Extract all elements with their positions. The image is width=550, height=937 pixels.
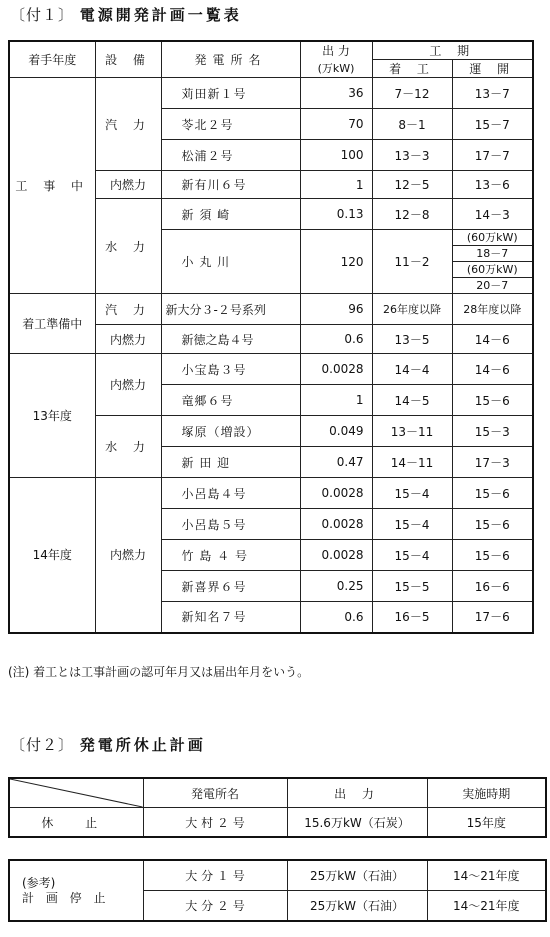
plant-name: 小呂島４号 [161, 478, 300, 509]
power-development-plan-table [8, 40, 534, 634]
reference-label-top: (参考) [22, 875, 56, 890]
plant-start: 14－4 [372, 354, 452, 385]
table-row [9, 354, 533, 385]
equip-internal: 内燃力 [95, 354, 161, 416]
plant-operation: 16－6 [452, 571, 533, 602]
plant-start: 12－5 [372, 171, 452, 199]
plant-start: 8－1 [372, 109, 452, 140]
plant-start: 15－4 [372, 478, 452, 509]
header-equip: 設 備 [95, 41, 161, 78]
plant-name: 松浦２号 [161, 140, 300, 171]
header-timing: 実施時期 [427, 778, 546, 808]
plant-start: 15－4 [372, 509, 452, 540]
plant-output: 15.6万kW（石炭） [287, 808, 427, 838]
section1-heading: 電源開発計画一覧表 [79, 6, 242, 24]
table-row [9, 478, 533, 509]
table-row [9, 808, 546, 838]
diagonal-line [10, 779, 143, 807]
group-fy14: 14年度 [9, 478, 95, 633]
section1-title [10, 4, 242, 25]
section2-heading: 発電所休止計画 [79, 736, 206, 754]
plant-name: 新 須 崎 [161, 199, 300, 230]
plant-operation: 15－7 [452, 109, 533, 140]
plant-operation: 17－3 [452, 447, 533, 478]
plant-start: 15－4 [372, 540, 452, 571]
plant-timing: 15年度 [427, 808, 546, 838]
plant-operation: 15－6 [452, 540, 533, 571]
plant-operation: 14－6 [452, 325, 533, 354]
header-plant-name: 発電所名 [143, 778, 287, 808]
plant-start: 7－12 [372, 78, 452, 109]
plant-output: 0.47 [300, 447, 372, 478]
plant-operation: 13－7 [452, 78, 533, 109]
corner-cell [9, 778, 143, 808]
plant-operation-b [452, 262, 533, 294]
plant-name: 新大分３-２号系列 [161, 294, 300, 325]
plant-name: 竹 島 ４ 号 [161, 540, 300, 571]
plant-operation-a [452, 230, 533, 262]
plant-output: 0.049 [300, 416, 372, 447]
plant-timing: 14～21年度 [427, 860, 546, 891]
plant-name: 小 丸 川 [161, 230, 300, 294]
plant-name: 小宝島３号 [161, 354, 300, 385]
plant-start: 15－5 [372, 571, 452, 602]
plant-operation: 15－6 [452, 509, 533, 540]
plant-name: 大 分 １ 号 [143, 860, 287, 891]
plant-output: 0.0028 [300, 509, 372, 540]
plant-output: 36 [300, 78, 372, 109]
section1-prefix: 〔付１〕 [10, 6, 75, 24]
equip-internal: 内燃力 [95, 325, 161, 354]
plant-operation: 15－6 [452, 478, 533, 509]
section2-title [10, 734, 206, 755]
plant-output: 0.13 [300, 199, 372, 230]
plant-name: 大 村 ２ 号 [143, 808, 287, 838]
plant-output: 25万kW（石油） [287, 860, 427, 891]
header-output: 出 力 [300, 41, 372, 60]
suspension-plan-table [8, 777, 547, 838]
plant-output: 0.6 [300, 602, 372, 633]
table-row [9, 78, 533, 109]
plant-name: 塚原（増設） [161, 416, 300, 447]
plant-output: 1 [300, 385, 372, 416]
reference-label-main: 計 画 停 止 [22, 890, 110, 905]
op-date: 18－7 [453, 245, 533, 261]
group-fy13: 13年度 [9, 354, 95, 478]
plant-operation: 14－6 [452, 354, 533, 385]
plant-start: 14－11 [372, 447, 452, 478]
group-under-construction: 工 事 中 [9, 78, 95, 294]
plant-name: 小呂島５号 [161, 509, 300, 540]
plant-name: 新有川６号 [161, 171, 300, 199]
equip-internal: 内燃力 [95, 171, 161, 199]
header-period: 工 期 [372, 41, 533, 60]
table-note: (注) 着工とは工事計画の認可年月又は届出年月をいう。 [8, 665, 310, 679]
plant-start: 11－2 [372, 230, 452, 294]
plant-output: 70 [300, 109, 372, 140]
header-year: 着手年度 [9, 41, 95, 78]
header-operation: 運 開 [452, 60, 533, 78]
plant-name: 新知名７号 [161, 602, 300, 633]
plant-name: 苅田新１号 [161, 78, 300, 109]
equip-hydro: 水 力 [95, 199, 161, 294]
reference-stop-table [8, 859, 547, 922]
plant-output: 96 [300, 294, 372, 325]
plant-operation: 28年度以降 [452, 294, 533, 325]
plant-name: 新 田 迎 [161, 447, 300, 478]
plant-start: 16－5 [372, 602, 452, 633]
plant-output: 0.25 [300, 571, 372, 602]
suspend-label: 休 止 [9, 808, 143, 838]
plant-output: 0.6 [300, 325, 372, 354]
plant-name: 新徳之島４号 [161, 325, 300, 354]
plant-output: 120 [300, 230, 372, 294]
plant-operation: 15－6 [452, 385, 533, 416]
plant-timing: 14～21年度 [427, 891, 546, 922]
header-output: 出 力 [287, 778, 427, 808]
plant-output: 1 [300, 171, 372, 199]
equip-steam: 汽 力 [95, 78, 161, 171]
op-date: 20－7 [453, 277, 533, 293]
plant-name: 新喜界６号 [161, 571, 300, 602]
plant-start: 13－5 [372, 325, 452, 354]
plant-start: 26年度以降 [372, 294, 452, 325]
op-note: (60万kW) [466, 263, 518, 276]
plant-name: 竜郷６号 [161, 385, 300, 416]
plant-start: 12－8 [372, 199, 452, 230]
section2-prefix: 〔付２〕 [10, 736, 75, 754]
plant-operation: 17－6 [452, 602, 533, 633]
reference-label [9, 860, 143, 921]
equip-internal: 内燃力 [95, 478, 161, 633]
plant-start: 14－5 [372, 385, 452, 416]
plant-output: 0.0028 [300, 478, 372, 509]
header-start: 着 工 [372, 60, 452, 78]
plant-output: 100 [300, 140, 372, 171]
plant-output: 25万kW（石油） [287, 891, 427, 922]
op-note: (60万kW) [466, 231, 518, 244]
equip-hydro: 水 力 [95, 416, 161, 478]
plant-operation: 15－3 [452, 416, 533, 447]
header-output-unit: (万kW) [300, 60, 372, 78]
group-preparing: 着工準備中 [9, 294, 95, 354]
plant-start: 13－11 [372, 416, 452, 447]
plant-name: 苓北２号 [161, 109, 300, 140]
plant-operation: 13－6 [452, 171, 533, 199]
table-row [9, 294, 533, 325]
header-name: 発電所名 [161, 41, 300, 78]
plant-start: 13－3 [372, 140, 452, 171]
equip-steam: 汽 力 [95, 294, 161, 325]
plant-output: 0.0028 [300, 354, 372, 385]
plant-name: 大 分 ２ 号 [143, 891, 287, 922]
table-row [9, 860, 546, 891]
plant-operation: 17－7 [452, 140, 533, 171]
plant-output: 0.0028 [300, 540, 372, 571]
plant-operation: 14－3 [452, 199, 533, 230]
